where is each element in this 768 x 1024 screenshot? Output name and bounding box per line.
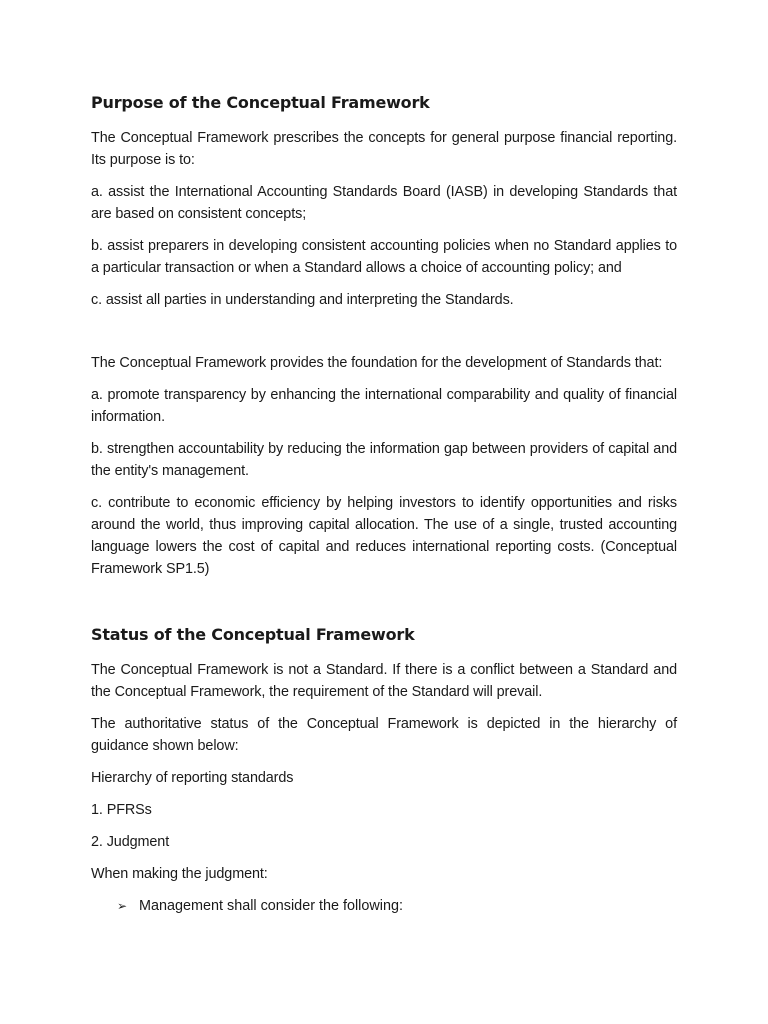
judgment-intro: When making the judgment: <box>91 866 268 882</box>
section-heading-status: Status of the Conceptual Framework <box>91 625 415 644</box>
hierarchy-item-1: 1. PFRSs <box>91 802 152 818</box>
status-para-1: The Conceptual Framework is not a Standard. If there is a conflict between a Standard and the Conceptual Framework, the requirement of the Standard will prevail. <box>91 662 677 700</box>
purpose-item-a: a. assist the International Accounting Standards Board (IASB) in developing Standards that are based on consistent concepts; <box>91 184 677 222</box>
bullet-text: Management shall consider the following: <box>139 898 403 914</box>
foundation-intro: The Conceptual Framework provides the foundation for the development of Standards that: <box>91 355 663 371</box>
hierarchy-title: Hierarchy of reporting standards <box>91 770 294 786</box>
purpose-item-c: c. assist all parties in understanding and interpreting the Standards. <box>91 292 514 308</box>
foundation-item-c: c. contribute to economic efficiency by helping investors to identify opportunities and risks around the world, thus improving capital allocation. The use of a single, trusted accounting language lowers the cost of capital and reduces international reporting costs. (Conceptual Framework SP1.5) <box>91 495 677 577</box>
bullet-list-item <box>117 895 677 917</box>
section-heading-purpose: Purpose of the Conceptual Framework <box>91 93 430 112</box>
foundation-item-a: a. promote transparency by enhancing the international comparability and quality of financial information. <box>91 387 677 425</box>
purpose-item-b: b. assist preparers in developing consistent accounting policies when no Standard applies to a particular transaction or when a Standard allows a choice of accounting policy; and <box>91 238 677 276</box>
status-para-2: The authoritative status of the Conceptual Framework is depicted in the hierarchy of guidance shown below: <box>91 716 677 754</box>
hierarchy-item-2: 2. Judgment <box>91 834 170 850</box>
purpose-intro: The Conceptual Framework prescribes the concepts for general purpose financial reporting. Its purpose is to: <box>91 130 677 168</box>
arrowhead-bullet-icon: ➢ <box>117 899 128 913</box>
foundation-item-b: b. strengthen accountability by reducing the information gap between providers of capital and the entity's management. <box>91 441 677 479</box>
